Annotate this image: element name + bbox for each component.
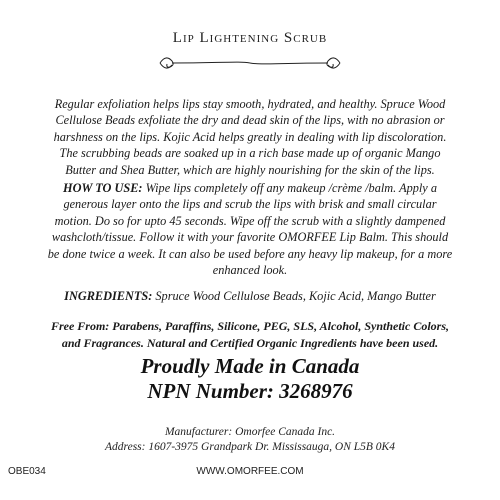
ingredients-paragraph (46, 288, 454, 304)
ingredients-label: INGREDIENTS: (64, 289, 153, 303)
how-to-use-paragraph (46, 180, 454, 278)
ingredients-text: Spruce Wood Cellulose Beads, Kojic Acid, Mango Butter (152, 289, 436, 303)
manufacturer-line: Manufacturer: Omorfee Canada Inc. (164, 426, 336, 438)
address-line: Address: 1607-3975 Grandpark Dr. Mississauga, ON L5B 0K4 (105, 441, 395, 453)
product-code: OBE034 (8, 466, 46, 477)
product-title: Lip Lightening Scrub (172, 30, 328, 46)
how-to-use-label: HOW TO USE: (63, 181, 143, 195)
website-text: WWW.OMORFEE.COM (196, 466, 304, 477)
free-from-paragraph: Free From: Parabens, Paraffins, Silicone, PEG, SLS, Alcohol, Synthetic Colors, and Fragrances. Natural and Certified Organic Ingredients have been used. (50, 319, 450, 350)
header (0, 14, 500, 74)
made-in-canada-heading: Proudly Made in Canada (140, 354, 360, 378)
npn-number-heading: NPN Number: 3268976 (147, 379, 353, 403)
how-to-use-text: Wipe lips completely off any makeup /crème /balm. Apply a generous layer onto the lips and scrub the lips with brisk and small circular motion. Do so for upto 45 seconds. Wipe off the scrub with a slightly dampened washcloth/tissue. Follow it with your favorite OMORFEE Lip Balm. This should be done twice a week. It can also be used before any heavy lip makeup, for a more enhanced look. (47, 181, 453, 278)
description-paragraph: Regular exfoliation helps lips stay smooth, hydrated, and healthy. Spruce Wood Cellulose Beads exfoliate the dry and dead skin of the lips, with no abrasion or harshness on the lips. Kojic Acid helps greatly in dealing with lip discoloration. The scrubbing beads are soaked up in a rich base made up of organic Mango Butter and Shea Butter, which are highly nourishing for the skin of the lips. (53, 97, 447, 177)
manufacturer-block (0, 425, 500, 455)
ornament-flourish-icon (0, 52, 500, 74)
